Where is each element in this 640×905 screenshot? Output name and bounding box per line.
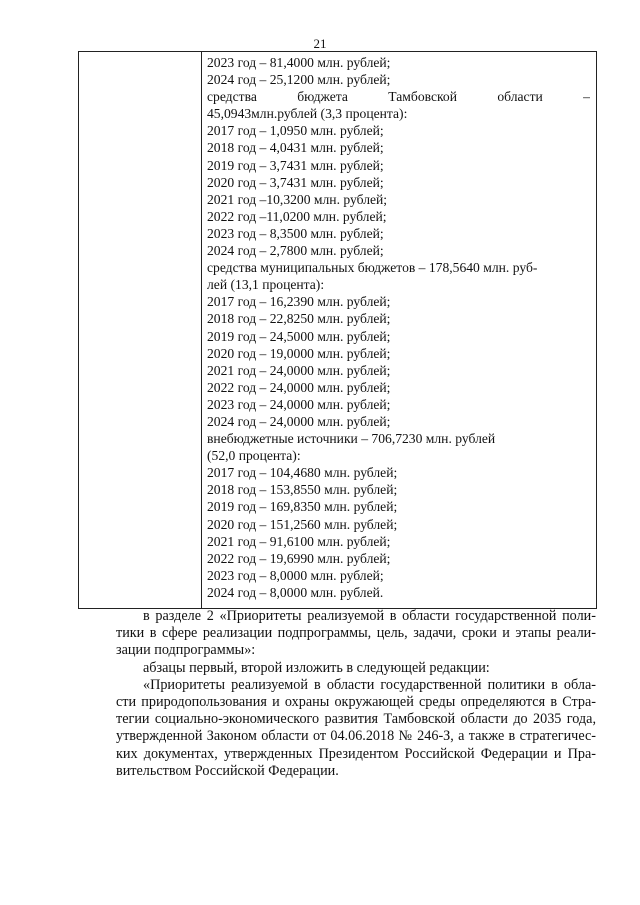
regional-heading-word: – — [583, 89, 590, 105]
extrabudget-year-row: 2022 год – 19,6990 млн. рублей; — [207, 550, 391, 566]
regional-heading-word: бюджета — [297, 89, 348, 105]
regional-budget-heading — [207, 88, 590, 105]
section-paragraph — [116, 608, 596, 660]
federal-2024-row: 2024 год – 25,1200 млн. рублей; — [207, 72, 391, 88]
extrabudget-heading: внебюджетные источники – 706,7230 млн. рублей — [207, 431, 496, 447]
regional-heading-word: Тамбовской — [388, 89, 457, 105]
regional-budget-total: 45,0943млн.рублей (3,3 процента): — [207, 106, 408, 122]
municipal-year-row: 2021 год – 24,0000 млн. рублей; — [207, 362, 391, 378]
regional-year-row: 2021 год –10,3200 млн. рублей; — [207, 191, 388, 207]
quoted-paragraph-line: сти природопользования и охраны окружающей среды определяются в Стра- — [116, 694, 596, 711]
instruction-paragraph: абзацы первый, второй изложить в следующей редакции: — [143, 659, 490, 676]
municipal-budget-heading: средства муниципальных бюджетов – 178,5640 млн. руб- — [207, 260, 538, 276]
extrabudget-year-row: 2021 год – 91,6100 млн. рублей; — [207, 533, 391, 549]
extrabudget-year-row: 2018 год – 153,8550 млн. рублей; — [207, 482, 398, 498]
extrabudget-year-row: 2019 год – 169,8350 млн. рублей; — [207, 499, 398, 515]
municipal-year-row: 2022 год – 24,0000 млн. рублей; — [207, 379, 391, 395]
section-paragraph-line: тики в сфере реализации подпрограммы, цель, задачи, сроки и этапы реали- — [116, 625, 596, 642]
regional-year-row: 2020 год – 3,7431 млн. рублей; — [207, 174, 384, 190]
municipal-year-row: 2020 год – 19,0000 млн. рублей; — [207, 345, 391, 361]
funding-table — [78, 51, 597, 609]
quoted-paragraph — [116, 677, 596, 780]
federal-2023-row: 2023 год – 81,4000 млн. рублей; — [207, 55, 391, 70]
regional-year-row: 2018 год – 4,0431 млн. рублей; — [207, 140, 384, 156]
section-paragraph-line: зации подпрограммы»: — [116, 642, 256, 659]
extrabudget-year-row: 2024 год – 8,0000 млн. рублей. — [207, 584, 384, 600]
municipal-year-row: 2024 год – 24,0000 млн. рублей; — [207, 413, 391, 429]
quoted-paragraph-line: тегии социально-экономического развития Тамбовской области до 2035 года, — [116, 711, 596, 728]
municipal-year-row: 2019 год – 24,5000 млн. рублей; — [207, 328, 391, 344]
quoted-paragraph-line: утвержденной Законом области от 04.06.2018 № 246-З, а также в стратегичес- — [116, 728, 596, 745]
quoted-paragraph-line: «Приоритеты реализуемой в области государственной политики в обла- — [143, 676, 596, 693]
section-paragraph-line: в разделе 2 «Приоритеты реализуемой в области государственной поли- — [143, 608, 596, 624]
quoted-paragraph-line: ких документах, утвержденных Президентом Российской Федерации и Пра- — [116, 745, 596, 762]
body-text — [116, 608, 596, 780]
regional-year-row: 2024 год – 2,7800 млн. рублей; — [207, 243, 384, 259]
extrabudget-year-row: 2017 год – 104,4680 млн. рублей; — [207, 465, 398, 481]
funding-cell — [207, 54, 590, 601]
municipal-year-row: 2023 год – 24,0000 млн. рублей; — [207, 396, 391, 412]
extrabudget-year-row: 2023 год – 8,0000 млн. рублей; — [207, 567, 384, 583]
quoted-paragraph-line: вительством Российской Федерации. — [116, 762, 339, 779]
regional-year-row: 2019 год – 3,7431 млн. рублей; — [207, 157, 384, 173]
municipal-budget-total: лей (13,1 процента): — [207, 277, 325, 293]
regional-heading-word: средства — [207, 89, 257, 105]
regional-year-row: 2017 год – 1,0950 млн. рублей; — [207, 123, 384, 139]
municipal-year-row: 2017 год – 16,2390 млн. рублей; — [207, 294, 391, 310]
regional-year-row: 2023 год – 8,3500 млн. рублей; — [207, 225, 384, 241]
extrabudget-total: (52,0 процента): — [207, 448, 301, 464]
regional-heading-word: области — [497, 89, 543, 105]
table-column-divider — [201, 52, 202, 608]
municipal-year-row: 2018 год – 22,8250 млн. рублей; — [207, 311, 391, 327]
page-number: 21 — [313, 36, 327, 51]
regional-year-row: 2022 год –11,0200 млн. рублей; — [207, 208, 387, 224]
extrabudget-year-row: 2020 год – 151,2560 млн. рублей; — [207, 516, 398, 532]
